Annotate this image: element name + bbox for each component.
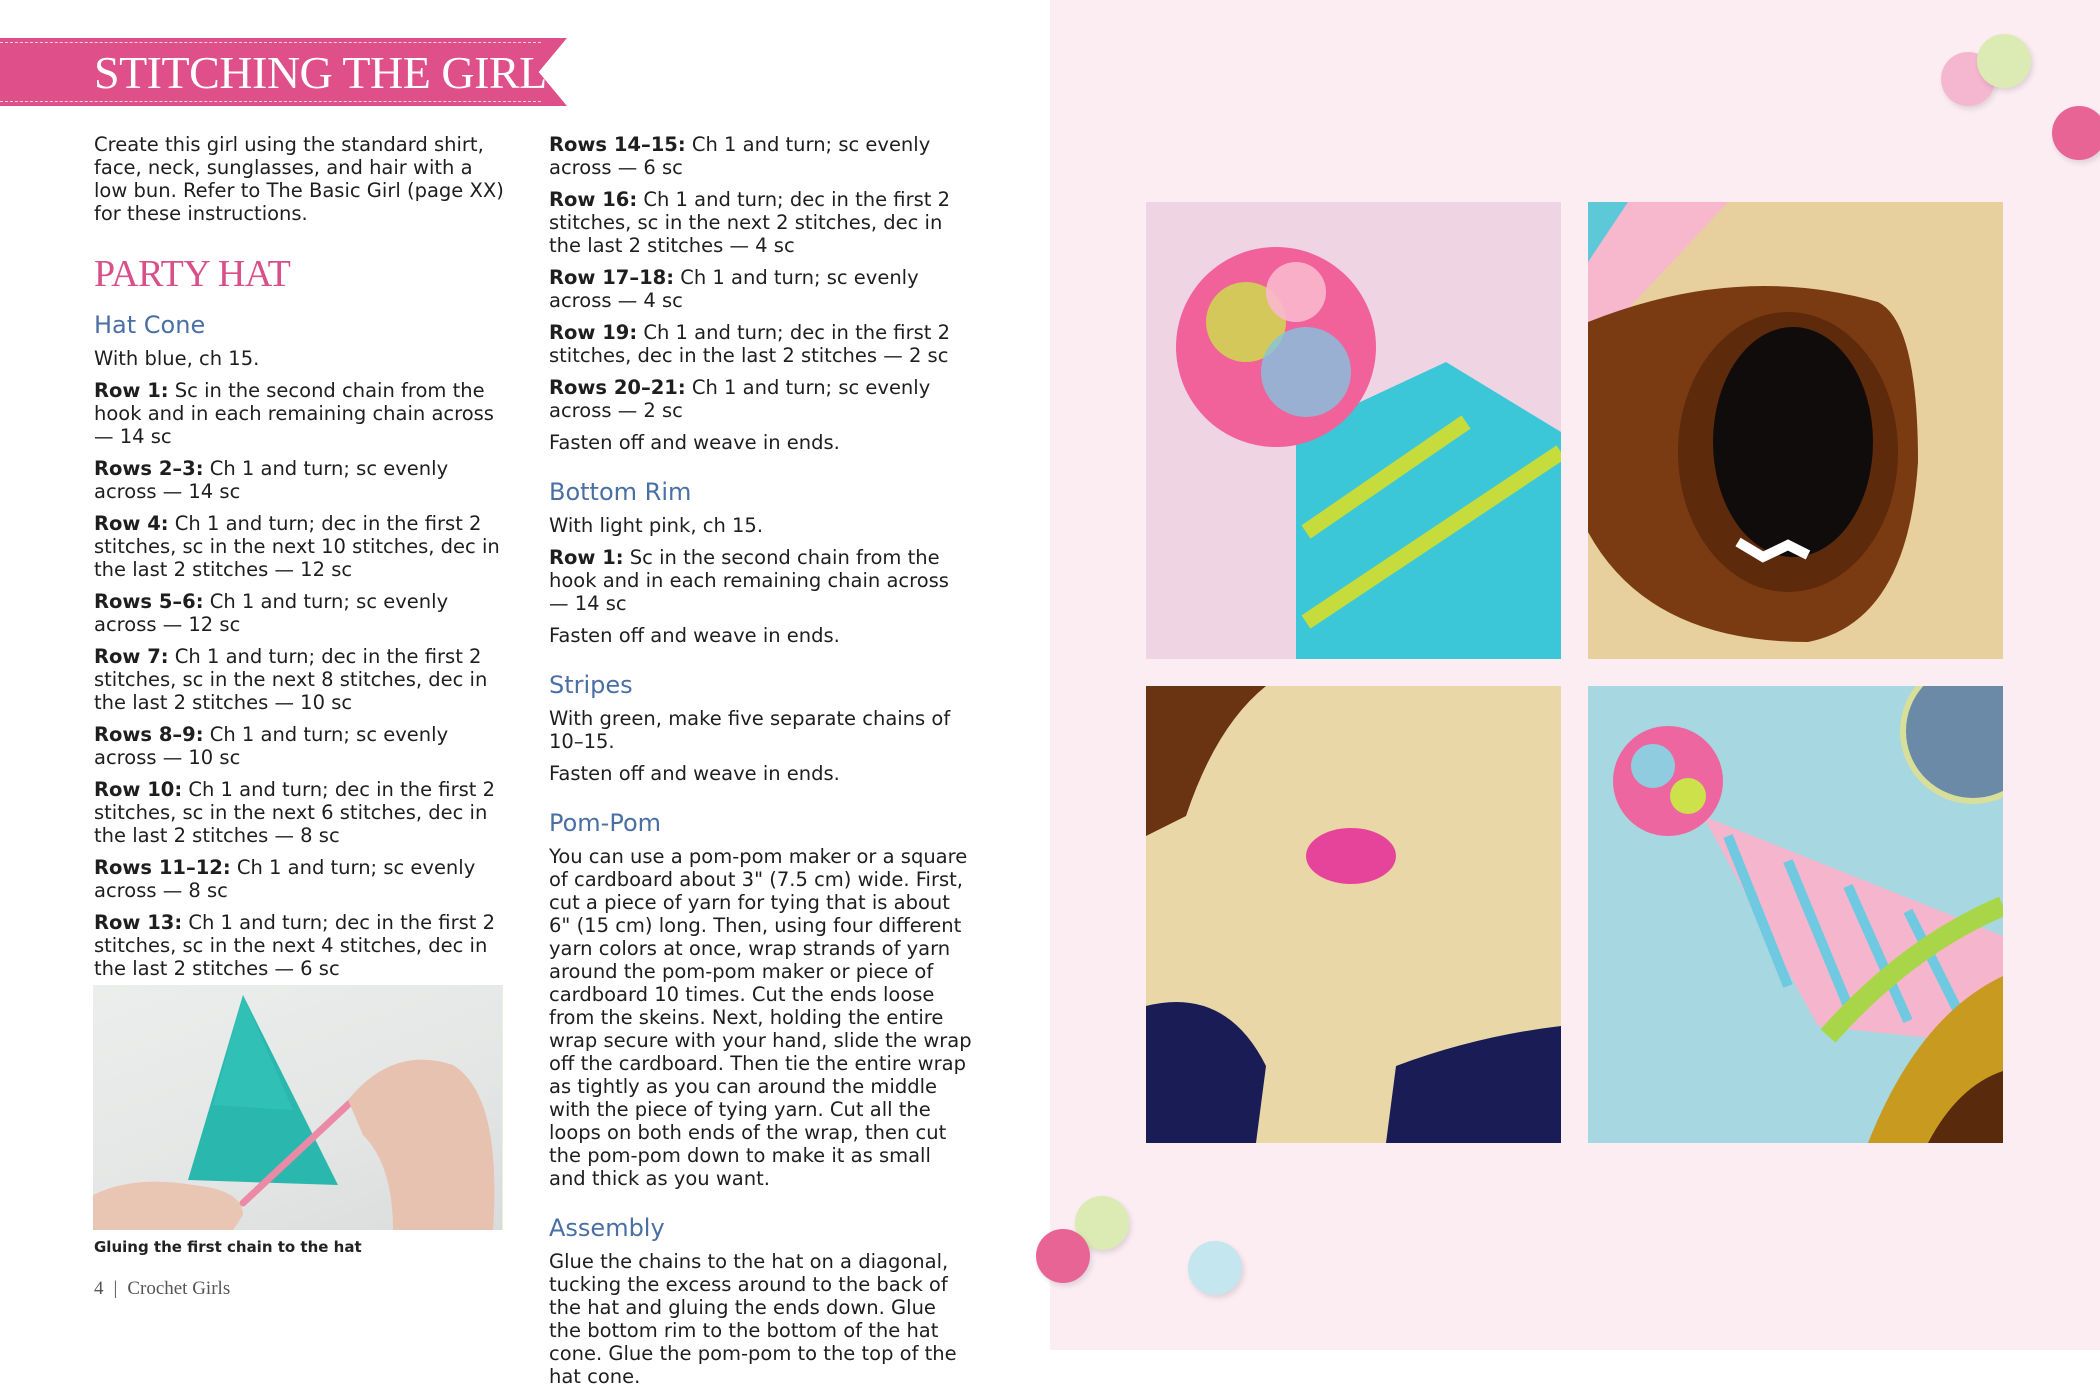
instruction-row: Rows 2–3: Ch 1 and turn; sc evenly across — 14 sc [94,457,449,503]
instruction-row: Row 7: Ch 1 and turn; dec in the first 2 stitches, sc in the next 8 stitches, dec in the last 2 stitches — 10 sc [94,645,488,714]
instruction-finish: Fasten off and weave in ends. [549,624,840,647]
instruction-row: Row 17–18: Ch 1 and turn; sc evenly across — 4 sc [549,266,919,312]
instruction-row: Row 19: Ch 1 and turn; dec in the first 2 stitches, dec in the last 2 stitches — 2 sc [549,321,951,367]
instruction-row: Row 1: Sc in the second chain from the hook and in each remaining chain across — 14 sc [94,379,494,448]
pom-pom-instructions: You can use a pom-pom maker or a square of cardboard about 3" (7.5 cm) wide. First, cut a piece of yarn for tying that is about 6" (15 cm) long. Then, using four different yarn colors at once, wrap strands of yarn around the pom-pom maker or piece of cardboard 10 times. Cut the ends loose from the skeins. Next, holding the entire wrap secure with your hand, slide the wrap off the cardboard. Then tie the entire wrap as tightly as you can around the middle with the piece of tying yarn. Cut all the loops on both ends of the wrap, then cut the pom-pom down to make it as small and thick as you want. [549,845,972,1190]
decorative-dot-pink [1036,1229,1090,1283]
intro-text: Create this girl using the standard shirt, face, neck, sunglasses, and hair with a low bun. Refer to The Basic Girl (page XX) for these instructions. [94,133,504,225]
photo-pom-pom-hat [1146,202,1561,659]
instruction-start: With blue, ch 15. [94,347,260,370]
page-number: 4 [94,1278,104,1299]
page-title: STITCHING THE GIRL [94,47,547,98]
decorative-dot-pink [2052,106,2100,160]
photo-sunglasses [1588,202,2003,659]
instruction-row: Row 10: Ch 1 and turn; dec in the first 2 stitches, sc in the next 6 stitches, dec in the last 2 stitches — 8 sc [94,778,496,847]
assembly-instructions: Glue the chains to the hat on a diagonal, tucking the excess around to the back of the hat and gluing the ends down. Glue the bottom rim to the bottom of the hat cone. Glue the pom-pom to the top of the hat cone. [549,1250,957,1388]
photo-face-neck [1146,686,1561,1143]
middle-column [549,133,973,1397]
instruction-start: With green, make five separate chains of 10–15. [549,707,951,753]
photo-gluing-chain [93,985,503,1230]
instruction-row: Rows 5–6: Ch 1 and turn; sc evenly across — 12 sc [94,590,449,636]
instruction-row: Rows 20–21: Ch 1 and turn; sc evenly across — 2 sc [549,376,931,422]
subsection-title-hat-cone: Hat Cone [94,311,206,339]
subsection-title-assembly: Assembly [549,1214,665,1242]
left-column [94,133,506,989]
photo-party-hat-on-shirt [1588,686,2003,1143]
subsection-title-bottom-rim: Bottom Rim [549,478,692,506]
instruction-start: With light pink, ch 15. [549,514,764,537]
decorative-dot-light-blue [1188,1241,1242,1295]
photo-illustration [93,985,502,1230]
instruction-row: Row 1: Sc in the second chain from the hook and in each remaining chain across — 14 sc [549,546,949,615]
subsection-title-pom-pom: Pom-Pom [549,809,662,837]
instruction-row: Rows 11–12: Ch 1 and turn; sc evenly across — 8 sc [94,856,476,902]
instruction-row: Row 13: Ch 1 and turn; dec in the first 2 stitches, sc in the next 4 stitches, dec in the last 2 stitches — 6 sc [94,911,496,980]
figure-caption: Gluing the first chain to the hat [94,1238,362,1256]
instruction-finish: Fasten off and weave in ends. [549,431,840,454]
section-title: PARTY HAT [94,253,291,295]
page-footer [94,1278,230,1300]
decorative-dot-green [1977,34,2031,88]
footer-separator: | [113,1278,118,1299]
subsection-title-stripes: Stripes [549,671,633,699]
instruction-row: Row 4: Ch 1 and turn; dec in the first 2 stitches, sc in the next 10 stitches, dec in the last 2 stitches — 12 sc [94,512,500,581]
instruction-finish: Fasten off and weave in ends. [549,762,840,785]
instruction-row: Rows 14–15: Ch 1 and turn; sc evenly across — 6 sc [549,133,931,179]
book-title: Crochet Girls [127,1278,231,1299]
instruction-row: Row 16: Ch 1 and turn; dec in the first 2 stitches, sc in the next 2 stitches, dec in the last 2 stitches — 4 sc [549,188,951,257]
instruction-row: Rows 8–9: Ch 1 and turn; sc evenly across — 10 sc [94,723,449,769]
